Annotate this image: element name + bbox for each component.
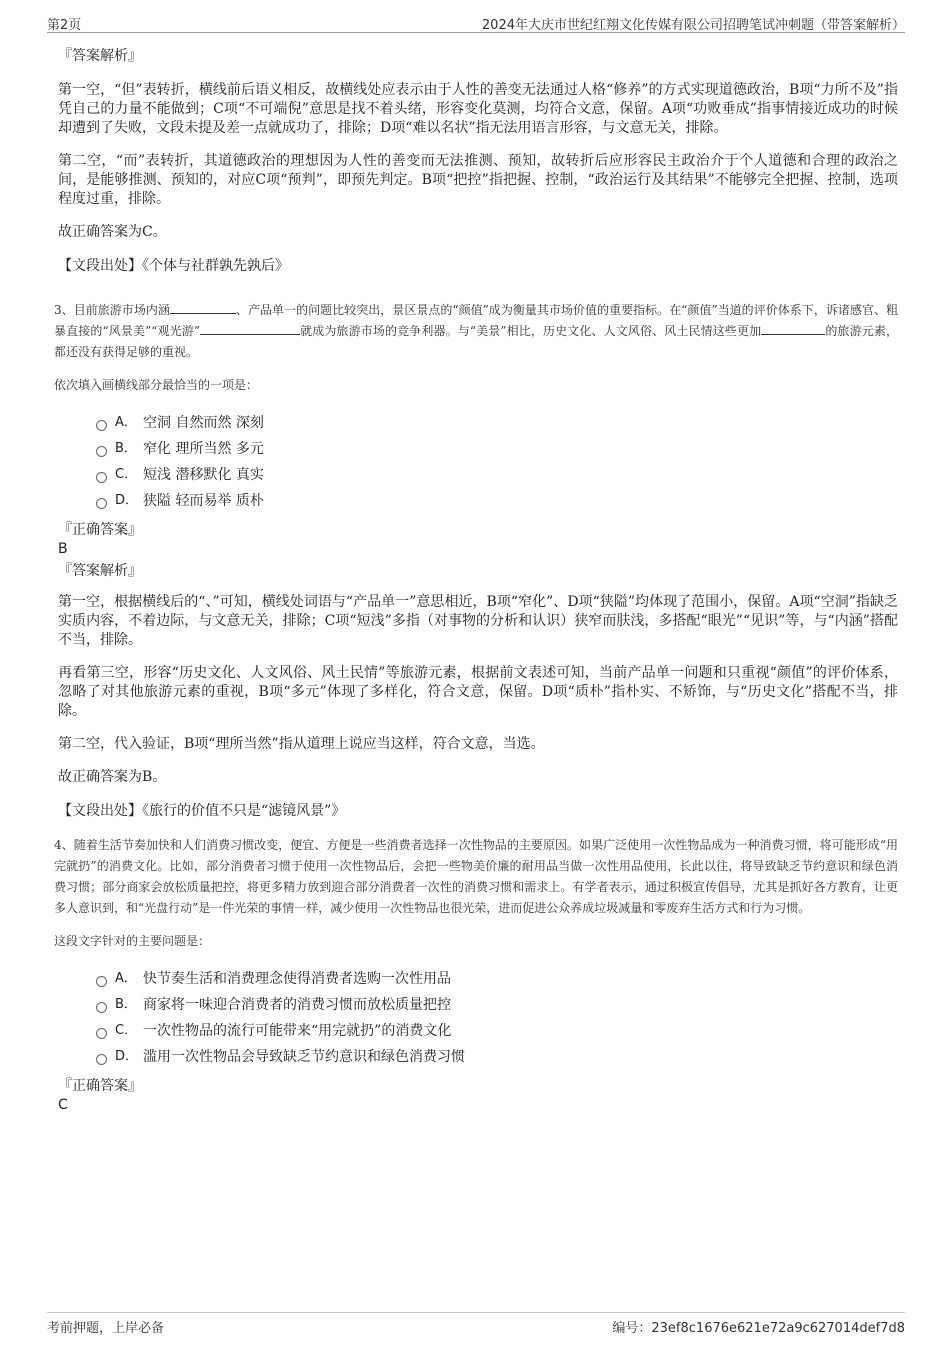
text-source: 【文段出处】《旅行的价值不只是“滤镜风景”》 [58, 803, 346, 819]
page-content [54, 44, 898, 1115]
radio-icon[interactable] [96, 446, 107, 457]
question-3-stem: 3、目前旅游市场内涵 、产品单一的问题比较突出，景区景点的“颜值”成为衡量其市场价值的重要指标。在“颜值”当道的评价体系下，诉诸感官、粗暴直接的“风景美”“观光游” 就成为旅游市场的竞争利器。与“美景”相比，历史文化、人文风俗、风土民情这些更加 的旅游元素，都还没有获得足够的重视。 [54, 300, 898, 363]
fill-blank [170, 300, 236, 314]
option-d[interactable]: D． 狭隘 轻而易举 质朴 [96, 488, 898, 514]
page-number: 第2页 [47, 18, 82, 33]
radio-icon[interactable] [96, 420, 107, 431]
question-3-options [96, 410, 898, 514]
analysis-label: 『答案解析』 [58, 48, 142, 64]
text-source: 【文段出处】《个体与社群孰先孰后》 [58, 258, 289, 274]
correct-answer-label: 『正确答案』 [58, 1078, 142, 1094]
option-b[interactable]: B． 商家将一味迎合消费者的消费习惯而放松质量把控 [96, 992, 898, 1018]
analysis-paragraph: 第二空，代入验证，B项“理所当然”指从道理上说应当这样，符合文意，当选。 [58, 736, 545, 752]
fill-blank [200, 321, 300, 335]
correct-answer-label: 『正确答案』 [58, 522, 142, 538]
option-b[interactable]: B． 窄化 理所当然 多元 [96, 436, 898, 462]
question-4-stem: 4、随着生活节奏加快和人们消费习惯改变，便宜、方便是一些消费者选择一次性物品的主要原因。如果广泛使用一次性物品成为一种消费习惯，将可能形成“用完就扔”的消费文化。比如，部分消费者习惯于使用一次性物品后，会把一些物美价廉的耐用品当做一次性用品使用，长此以往，将导致缺乏节约意识和绿色消费习惯；部分商家会放松质量把控，将更多精力放到迎合部分消费者一次性的消费习惯和需求上。有学者表示，通过积极宣传倡导，尤其是抓好各方教育，让更多人意识到，和“光盘行动”是一件光荣的事情一样，减少使用一次性物品也很光荣，进而促进公众养成垃圾减量和零废弃生活方式和行为习惯。 [54, 838, 898, 915]
fill-blank [761, 321, 825, 335]
document-id: 编号：23ef8c1676e621e72a9c627014def7d8 [612, 1321, 905, 1336]
question-4-prompt: 这段文字针对的主要问题是： [54, 934, 211, 948]
radio-icon[interactable] [96, 498, 107, 509]
radio-icon[interactable] [96, 1028, 107, 1039]
document-title: 2024年大庆市世纪红翔文化传媒有限公司招聘笔试冲刺题（带答案解析） [481, 18, 905, 33]
analysis-paragraph: 第一空，“但”表转折，横线前后语义相反，故横线处应表示由于人性的善变无法通过人格“修养”的方式实现道德政治，B项“力所不及”指凭自己的力量不能做到；C项“不可端倪”意思是找不着头绪，形容变化莫测，均符合文意，保留。A项“功败垂成”指事情接近成功的时候却遭到了失败，文段未提及差一点就成功了，排除；D项“难以名状”指无法用语言形容，与文意无关，排除。 [58, 82, 898, 136]
analysis-paragraph: 第一空，根据横线后的“、”可知，横线处词语与“产品单一”意思相近，B项“窄化”、D项“狭隘”均体现了范围小，保留。A项“空洞”指缺乏实质内容，不着边际，与文意无关，排除；C项“短浅”多指（对事物的分析和认识）狭窄而肤浅，多搭配“眼光”“见识”等，与“内涵”搭配不当，排除。 [58, 594, 898, 648]
analysis-paragraph: 第二空，“而”表转折，其道德政治的理想因为人性的善变而无法推测、预知，故转折后应形容民主政治介于个人道德和合理的政治之间，是能够推测、预知的，对应C项“预判”，即预先判定。B项“把控”指把握、控制，“政治运行及其结果”不能够完全把握、控制，选项程度过重，排除。 [58, 153, 898, 207]
radio-icon[interactable] [96, 1054, 107, 1065]
question-4-options [96, 966, 898, 1070]
option-a[interactable]: A． 空洞 自然而然 深刻 [96, 410, 898, 436]
question-3-prompt: 依次填入画横线部分最恰当的一项是： [54, 378, 259, 392]
correct-answer: C [58, 1097, 68, 1113]
final-answer: 故正确答案为C。 [58, 224, 167, 240]
page-footer [47, 1312, 905, 1337]
radio-icon[interactable] [96, 976, 107, 987]
final-answer: 故正确答案为B。 [58, 769, 167, 785]
analysis-label: 『答案解析』 [58, 563, 142, 579]
footer-slogan: 考前押题，上岸必备 [47, 1321, 165, 1336]
option-d[interactable]: D． 滥用一次性物品会导致缺乏节约意识和绿色消费习惯 [96, 1044, 898, 1070]
option-c[interactable]: C． 短浅 潜移默化 真实 [96, 462, 898, 488]
analysis-paragraph: 再看第三空，形容“历史文化、人文风俗、风土民情”等旅游元素，根据前文表述可知，当前产品单一问题和只重视“颜值”的评价体系，忽略了对其他旅游元素的重视，B项“多元”体现了多样化，符合文意，保留。D项“质朴”指朴实、不矫饰，与“历史文化”搭配不当，排除。 [58, 665, 898, 719]
option-c[interactable]: C． 一次性物品的流行可能带来“用完就扔”的消费文化 [96, 1018, 898, 1044]
radio-icon[interactable] [96, 1002, 107, 1013]
radio-icon[interactable] [96, 472, 107, 483]
page-header [47, 12, 905, 33]
correct-answer: B [58, 541, 68, 557]
option-a[interactable]: A． 快节奏生活和消费理念使得消费者选购一次性用品 [96, 966, 898, 992]
